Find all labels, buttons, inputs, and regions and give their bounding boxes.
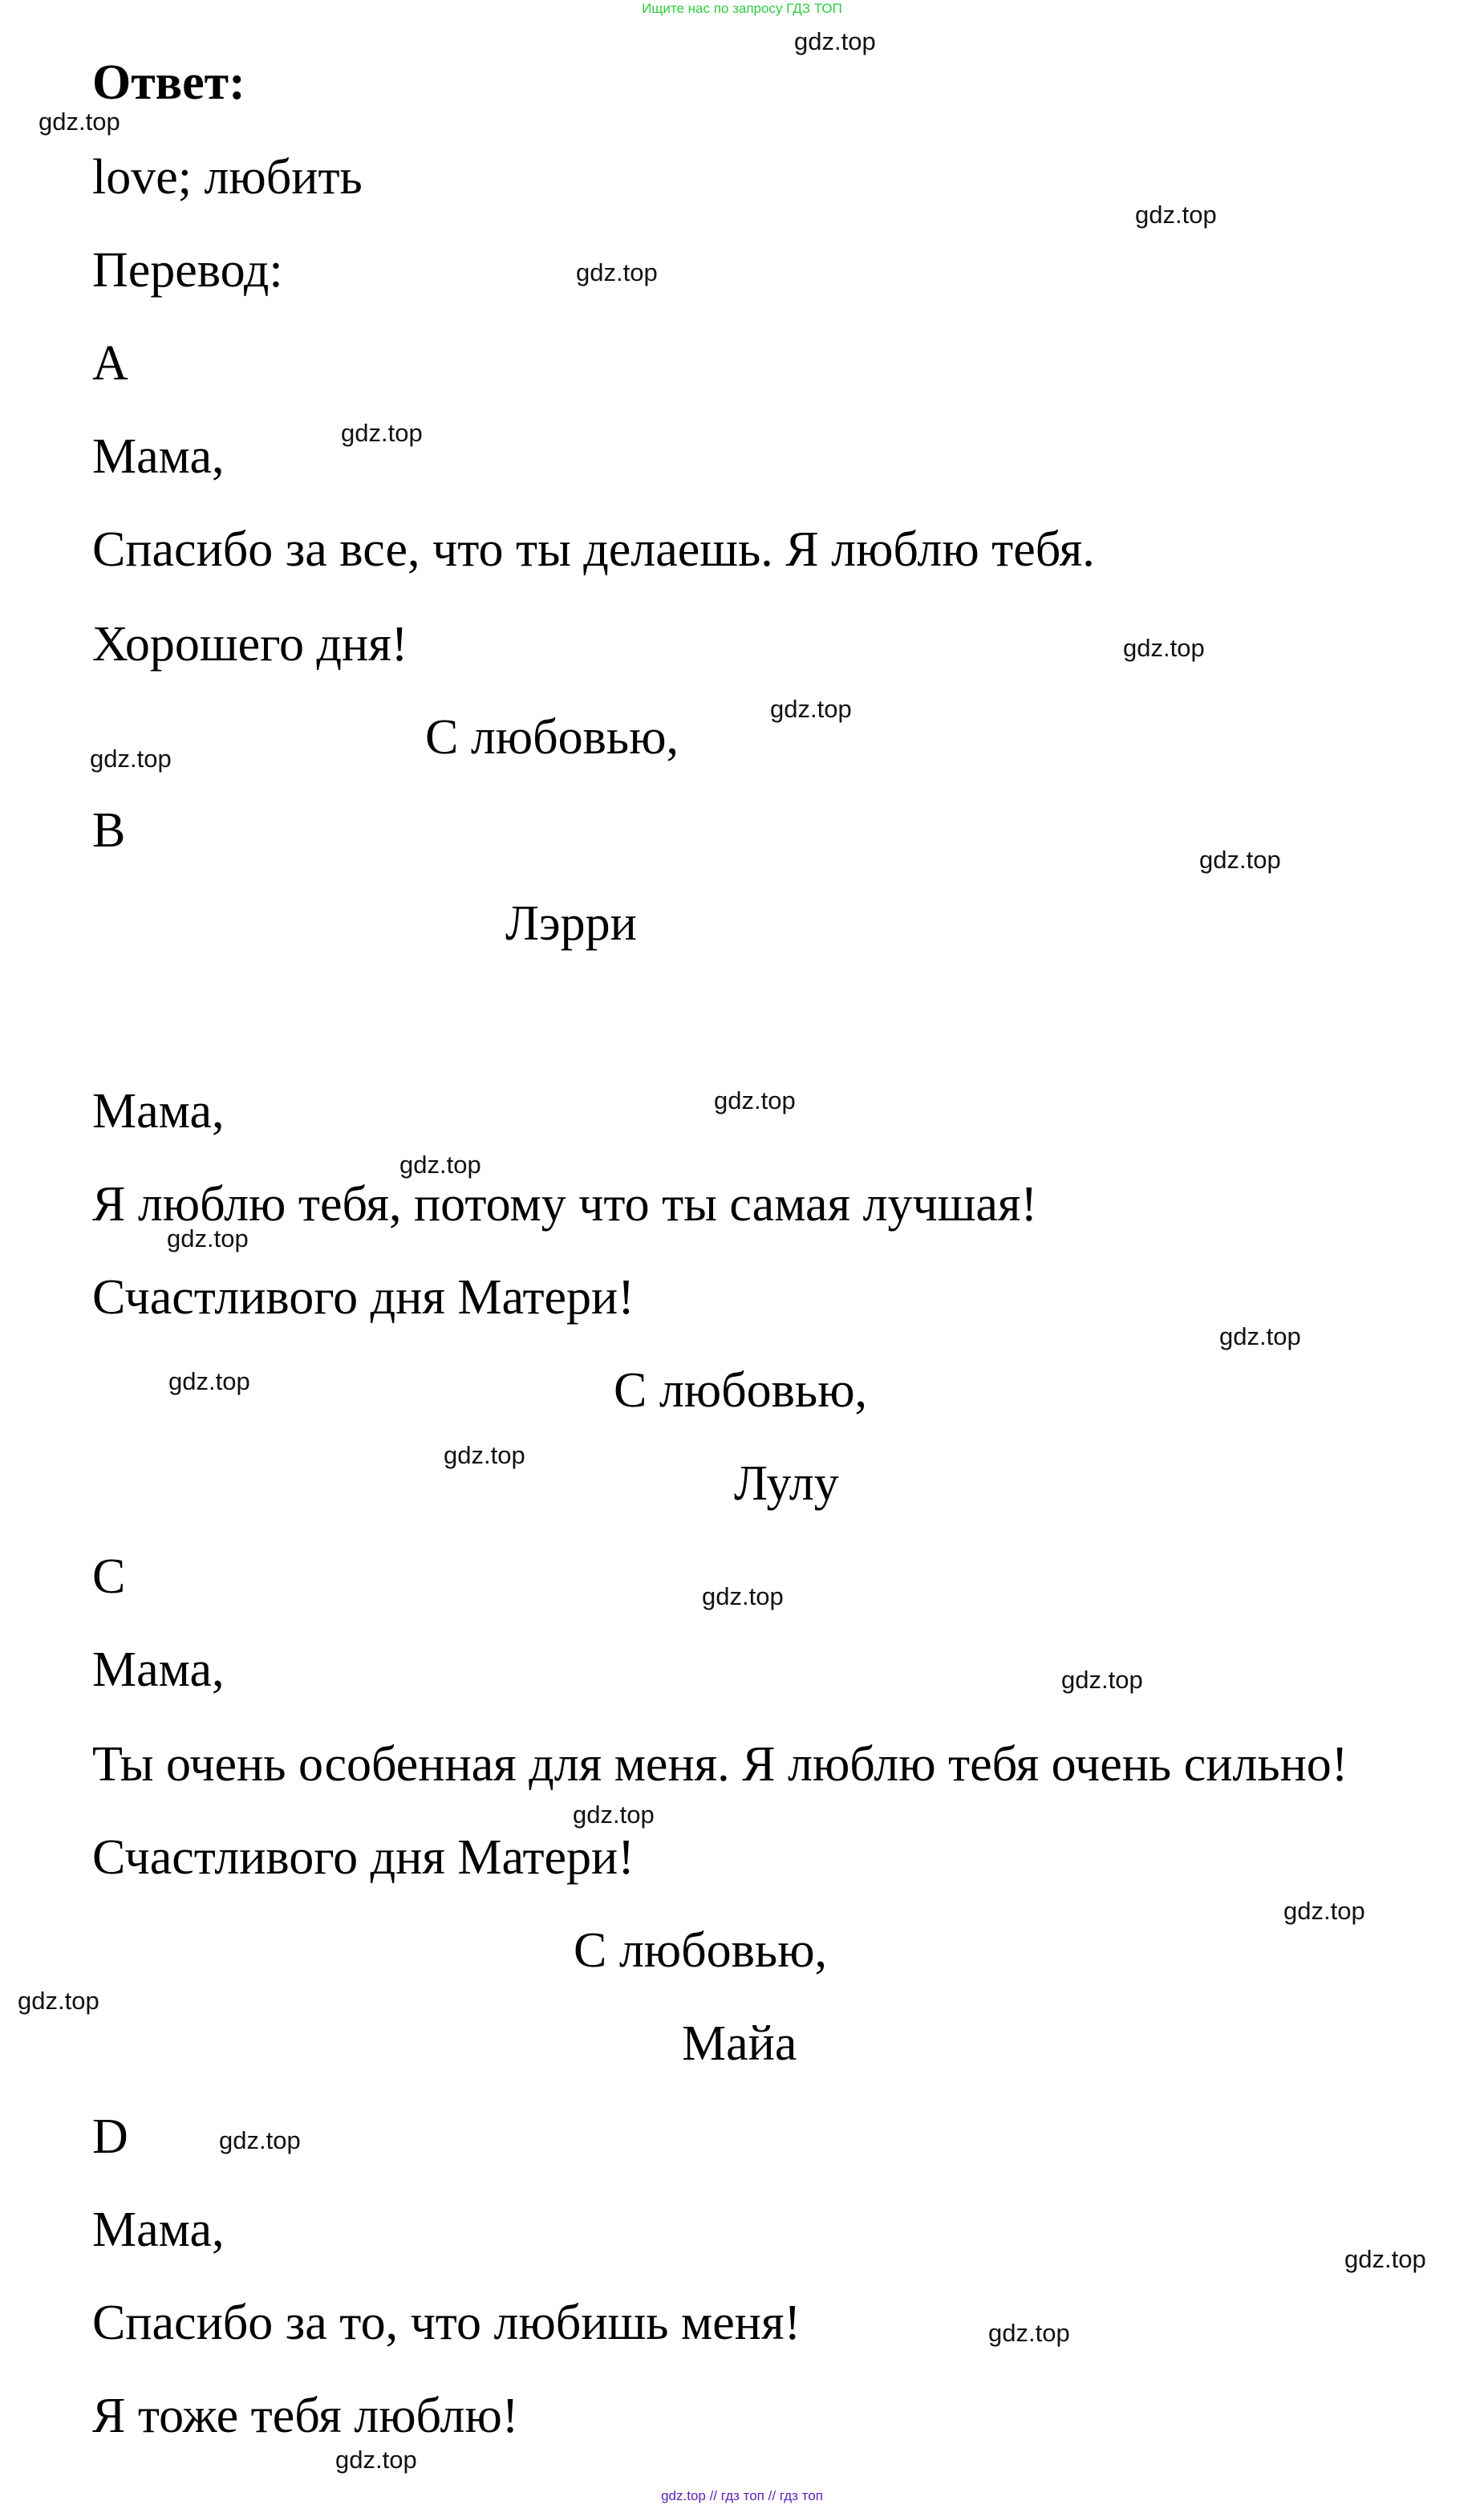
watermark: gdz.top (1135, 201, 1217, 229)
letter-d-greeting: Мама, (92, 2202, 225, 2257)
watermark: gdz.top (573, 1801, 655, 1829)
letter-b-label: B (92, 803, 126, 858)
watermark: gdz.top (90, 745, 172, 773)
letter-c-closing: С любовью, (574, 1923, 828, 1978)
answer-words: love; любить (92, 150, 363, 205)
watermark: gdz.top (1061, 1666, 1143, 1694)
top-banner: Ищите нас по запросу ГДЗ ТОП (642, 1, 842, 16)
letter-a-greeting: Мама, (92, 429, 225, 484)
letter-a-label: A (92, 336, 128, 391)
watermark: gdz.top (770, 695, 852, 723)
letter-a-body-line: Хорошего дня! (92, 617, 408, 672)
letter-b-greeting: Мама, (92, 1084, 225, 1139)
letter-a-signature: Лэрри (505, 896, 637, 951)
letter-d-body-line: Я тоже тебя люблю! (92, 2389, 519, 2443)
watermark: gdz.top (39, 108, 120, 136)
watermark: gdz.top (1123, 634, 1205, 662)
letter-d-body-line: Спасибо за то, что любишь меня! (92, 2296, 801, 2350)
watermark: gdz.top (335, 2446, 417, 2474)
watermark: gdz.top (988, 2319, 1070, 2347)
letter-c-label: C (92, 1549, 126, 1604)
watermark: gdz.top (1219, 1322, 1301, 1350)
letter-c-body-line: Ты очень особенная для меня. Я люблю тебя очень сильно! (92, 1737, 1348, 1792)
letter-d-label: D (92, 2109, 128, 2164)
translation-label: Перевод: (92, 243, 283, 298)
watermark: gdz.top (576, 258, 658, 286)
letter-c-greeting: Мама, (92, 1642, 225, 1697)
letter-a-closing: С любовью, (425, 710, 679, 765)
watermark: gdz.top (444, 1441, 525, 1469)
watermark: gdz.top (167, 1224, 249, 1252)
watermark: gdz.top (168, 1367, 250, 1395)
watermark: gdz.top (702, 1582, 784, 1610)
letter-b-signature: Лулу (734, 1456, 839, 1511)
letter-c-signature: Майа (682, 2016, 797, 2071)
letter-b-body-line: Счастливого дня Матери! (92, 1270, 635, 1325)
letter-c-body-line: Счастливого дня Матери! (92, 1830, 635, 1885)
watermark: gdz.top (794, 27, 876, 55)
letter-b-body-line: Я люблю тебя, потому что ты самая лучшая! (92, 1177, 1038, 1232)
watermark: gdz.top (219, 2126, 301, 2154)
answer-heading: Ответ: (92, 55, 245, 110)
footer: gdz.top // гдз топ // гдз топ (661, 2488, 823, 2503)
letter-b-closing: С любовью, (614, 1363, 868, 1418)
watermark: gdz.top (18, 1987, 99, 2015)
watermark: gdz.top (714, 1086, 796, 1114)
watermark: gdz.top (341, 419, 423, 447)
letter-a-body-line: Спасибо за все, что ты делаешь. Я люблю тебя. (92, 522, 1095, 577)
watermark: gdz.top (1344, 2245, 1426, 2273)
watermark: gdz.top (1283, 1897, 1365, 1925)
watermark: gdz.top (1199, 846, 1281, 874)
watermark: gdz.top (399, 1151, 481, 1179)
